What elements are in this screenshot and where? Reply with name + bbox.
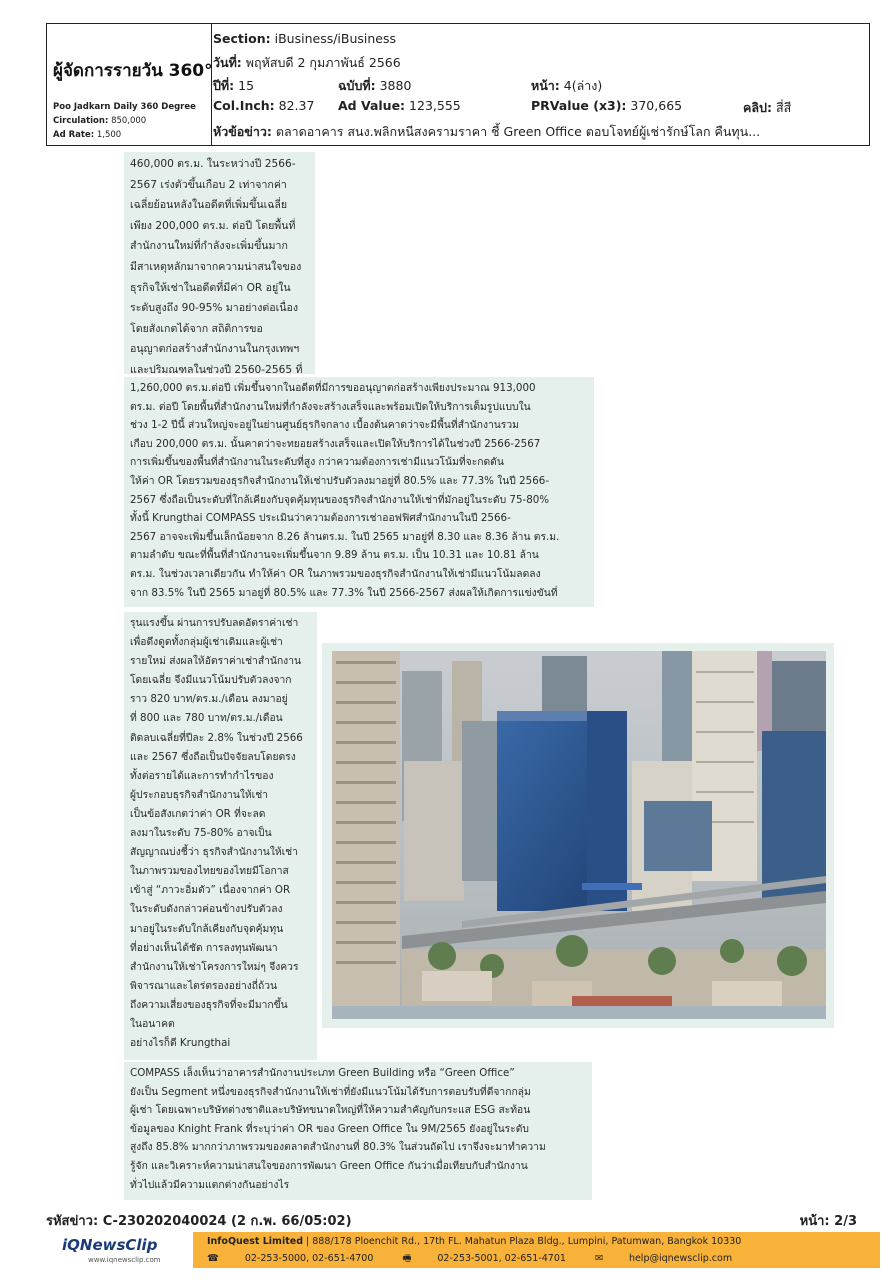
city-skyline-illustration [332,651,826,1019]
headline: หัวข้อข่าว: ตลาดอาคาร สนง.พลิกหนีสงครามราคา ชี้ Green Office ตอบโจทย์ผู้เช่ารักษ์โลก คืนทุน... [213,124,761,139]
section: Section: iBusiness/iBusiness [213,31,397,46]
email-icon: ✉ [594,1253,603,1264]
publication-english-name: Poo Jadkarn Daily 360 Degree [53,102,196,112]
company-address: InfoQuest Limited | 888/178 Ploenchit Rd., 17th FL. Mahatun Plaza Bldg., Lumpini, Patumwan, Bangkok 10330 [207,1236,742,1247]
fax-number: 02-253-5001, 02-651-4701 [437,1253,566,1264]
circulation: Circulation: 850,000 [53,116,147,126]
article-column-2: 1,260,000 ตร.ม.ต่อปี เพิ่มขึ้นจากในอดีตที่มีการขออนุญาตก่อสร้างเพียงประมาณ 913,000 ตร.ม. ต่อปี โดยพื้นที่สำนักงานใหม่ที่กำลังจะสร้างเสร็จและพร้อมเปิดให้บริการเต็มรูปแบบใน ช่วง 1-2 ปีนี้ ส่วนใหญ่จะอยู่ในย่านศูนย์ธุรกิจกลาง เบื้องต้นคาดว่าจะมีพื้นที่สำนักงานรวม เกือบ 200,000 ตร.ม. นั้นคาดว่าจะทยอยสร้างเสร็จและเปิดให้บริการได้ในช่วงปี 2566-2567 การเพิ่มขึ้นของพื้นที่สำนักงานในระดับที่สูง กว่าความต้องการเช่ามีแนวโน้มที่จะกดดัน ให้ค่า OR โดยรวมของธุรกิจสำนักงานให้เช่าปรับตัวลงมาอยู่ที่ 80.5% และ 77.3% ในปี 2566- 2567 ซึ่งถือเป็นระดับที่ใกล้เคียงกับจุดคุ้มทุนของธุรกิจสำนักงานให้เช่าที่มักอยู่ในระดับ 75-80% ทั้งนี้ Krungthai COMPASS ประเมินว่าความต้องการเช่าออฟฟิศสำนักงานในปี 2566- 2567 อาจจะเพิ่มขึ้นเล็กน้อยจาก 8.26 ล้านตร.ม. ในปี 2565 มาอยู่ที่ 8.30 และ 8.36 ล้าน ตร.ม. ตามลำดับ ขณะที่พื้นที่สำนักงานจะเพิ่มขึ้นจาก 9.89 ล้าน ตร.ม. เป็น 10.31 และ 10.81 ล้าน ตร.ม. ในช่วงเวลาเดียวกัน ทำให้ค่า OR ในภาพรวมของธุรกิจสำนักงานให้เช่ามีแนวโน้มลดลง จาก 83.5% ในปี 2565 มาอยู่ที่ 80.5% และ 77.3% ในปี 2566-2567 ส่งผลให้เกิดการแข่งขันที่ [124,377,594,607]
clip-details [213,24,869,145]
article-column-3: รุนแรงขึ้น ผ่านการปรับลดอัตราค่าเช่า เพื่อดึงดูดทั้งกลุ่มผู้เช่าเดิมและผู้เช่า รายใหม่ ส่งผลให้อัตราค่าเช่าสำนักงาน โดยเฉลี่ย จึงมีแนวโน้มปรับตัวลงจาก ราว 820 บาท/ตร.ม./เดือน ลงมาอยู่ ที่ 800 และ 780 บาท/ตร.ม./เดือน ติดลบเฉลี่ยที่ปีละ 2.8% ในช่วงปี 2566 และ 2567 ซึ่งถือเป็นปัจจัยลบโดยตรง ทั้งต่อรายได้และการทำกำไรของ ผู้ประกอบธุรกิจสำนักงานให้เช่า เป็นข้อสังเกตว่าค่า OR ที่จะลด ลงมาในระดับ 75-80% อาจเป็น สัญญาณบ่งชี้ว่า ธุรกิจสำนักงานให้เช่า ในภาพรวมของไทยของไทยมีโอกาส เข้าสู่ “ภาวะอิ่มตัว” เนื่องจากค่า OR ในระดับดังกล่าวค่อนข้างปรับตัวลง มาอยู่ในระดับใกล้เคียงกับจุดคุ้มทุน ที่อย่างเห็นได้ชัด การลงทุนพัฒนา สำนักงานให้เช่าโครงการใหม่ๆ จึงควร พิจารณาและไตร่ตรองอย่างถี่ถ้วน ถึงความเสี่ยงของธุรกิจที่จะมีมากขึ้น ในอนาคต อย่างไรก็ดี Krungthai [124,612,317,1060]
date: วันที่: พฤหัสบดี 2 กุมภาพันธ์ 2566 [213,55,401,70]
pr-value: PRValue (x3): 370,665 [531,98,683,113]
article-column-1: 460,000 ตร.ม. ในระหว่างปี 2566- 2567 เร่งตัวขึ้นเกือบ 2 เท่าจากค่า เฉลี่ยย้อนหลังในอดีตที่เพิ่มขึ้นเฉลี่ย เพียง 200,000 ตร.ม. ต่อปี โดยพื้นที่ สำนักงานใหม่ที่กำลังจะเพิ่มขึ้นมาก มีสาเหตุหลักมาจากความน่าสนใจของ ธุรกิจให้เช่าในอดีตที่มีค่า OR อยู่ใน ระดับสูงถึง 90-95% มาอย่างต่อเนื่อง โดยสังเกตได้จาก สถิติการขอ อนุญาตก่อสร้างสำนักงานในกรุงเทพฯ และปริมณฑลในช่วงปี 2560-2565 ที่ [124,152,315,374]
iqnewsclip-logo: iQNewsClip [62,1236,158,1254]
ad-rate: Ad Rate: 1,500 [53,130,122,140]
clipping-header [46,23,870,146]
news-code: รหัสข่าว: C-230202040024 (2 ก.พ. 66/05:02) [46,1214,352,1229]
year: ปีที่: 15 [213,78,255,93]
bangkok-office-buildings-photo [322,643,834,1028]
ad-value: Ad Value: 123,555 [338,98,461,113]
clip-color: คลิป: สี่สี [743,100,792,115]
logo-url: www.iqnewsclip.com [88,1256,161,1264]
issue: ฉบับที่: 3880 [338,78,412,93]
fax-icon: 🖷 [402,1253,412,1264]
page: หน้า: 4(ล่าง) [531,78,603,93]
phone-icon: ☎ [207,1253,219,1264]
publication-name: ผู้จัดการรายวัน 360° [53,61,213,81]
col-inch: Col.Inch: 82.37 [213,98,315,113]
contact-banner [193,1232,880,1268]
publication-info [47,24,212,145]
email-address: help@iqnewsclip.com [628,1253,733,1264]
article-column-4: COMPASS เล็งเห็นว่าอาคารสำนักงานประเภท Green Building หรือ “Green Office” ยังเป็น Segment หนึ่งของธุรกิจสำนักงานให้เช่าที่ยังมีแนวโน้มได้รับการตอบรับที่ดีจากกลุ่ม ผู้เช่า โดยเฉพาะบริษัทต่างชาติและบริษัทขนาดใหญ่ที่ให้ความสำคัญกับกระแส ESG สะท้อน ข้อมูลของ Knight Frank ที่ระบุว่าค่า OR ของ Green Office ใน 9M/2565 ยังอยู่ในระดับ สูงถึง 85.8% มากกว่าภาพรวมของตลาดสำนักงานที่ 80.3% ในส่วนถัดไป เราจึงจะมาทำความ รู้จัก และวิเคราะห์ความน่าสนใจของการพัฒนา Green Office กันว่าเมื่อเทียบกับสำนักงาน ทั่วไปแล้วมีความแตกต่างกันอย่างไร [124,1062,592,1200]
footer-bar [58,1232,880,1268]
contact-info [207,1251,758,1267]
page-number: หน้า: 2/3 [799,1214,857,1229]
phone-number: 02-253-5000, 02-651-4700 [244,1253,374,1264]
